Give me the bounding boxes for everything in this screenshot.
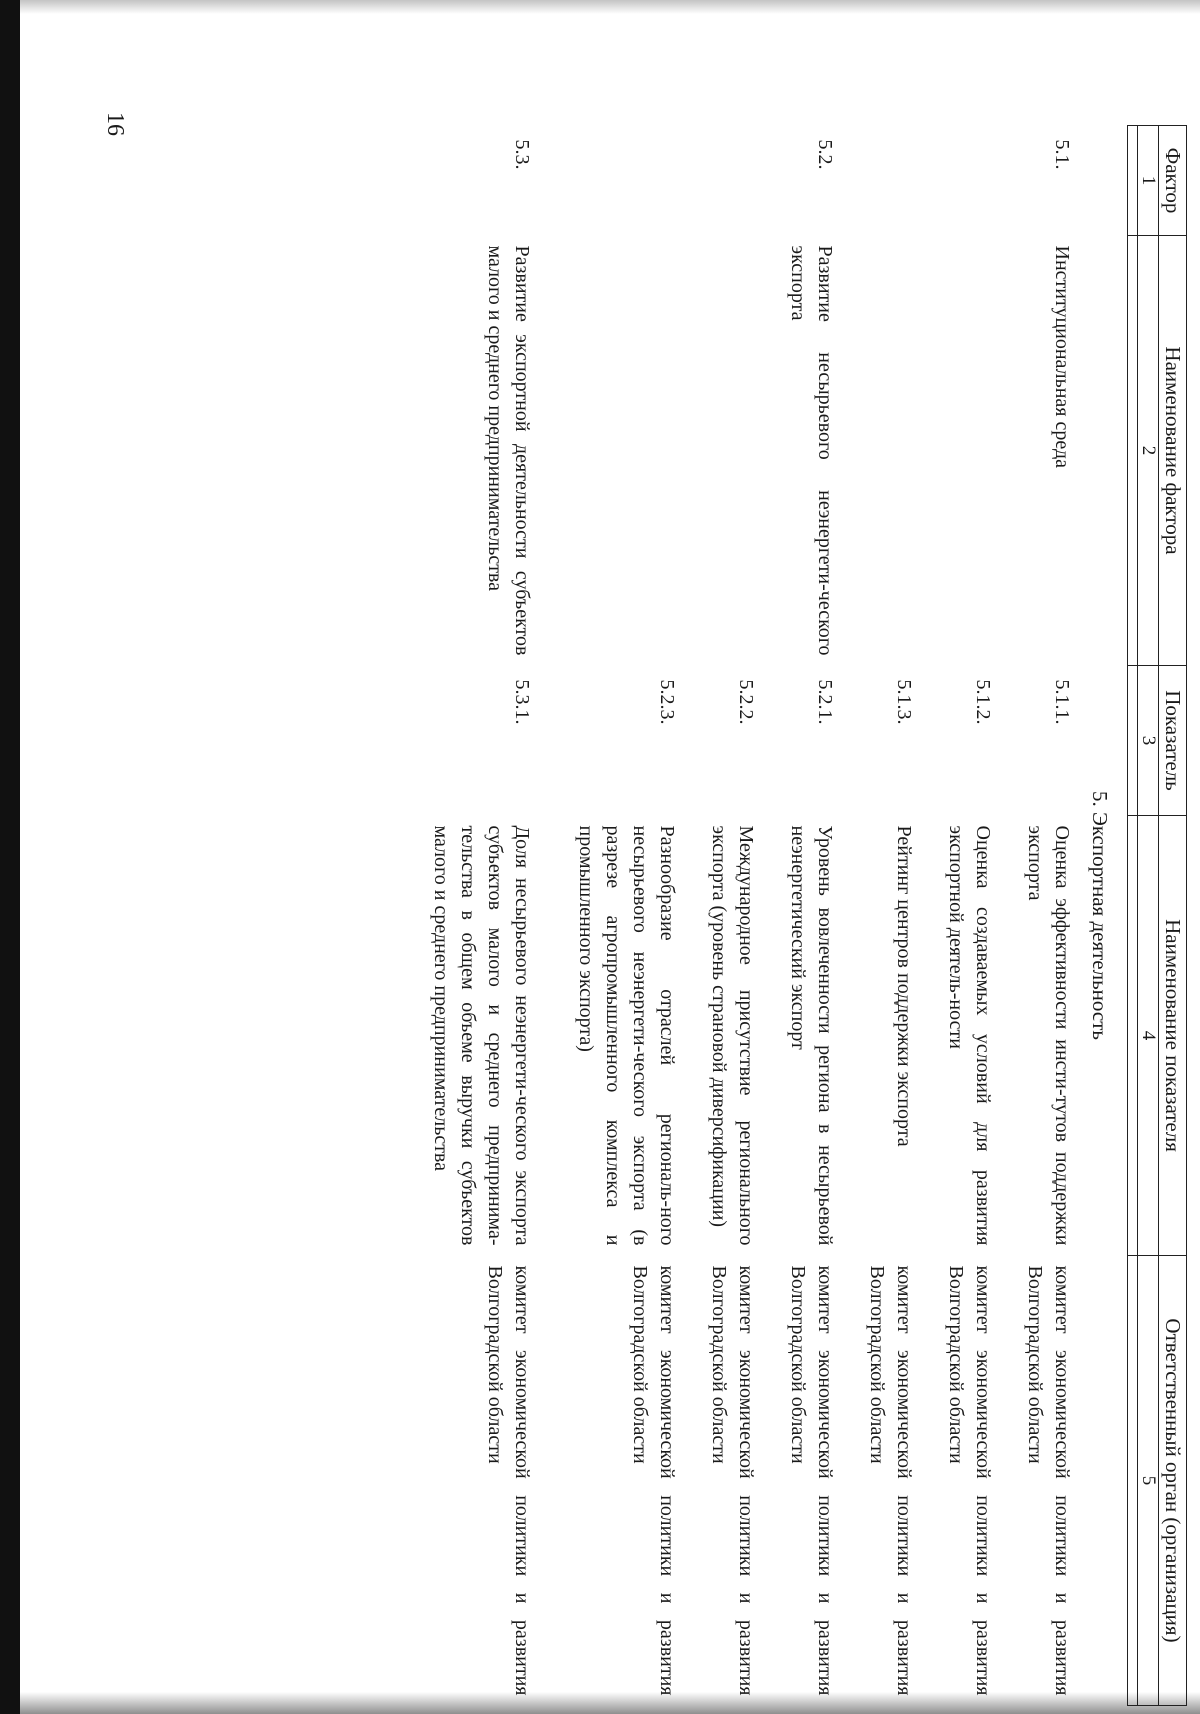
- header-factor-name: Наименование фактора: [1159, 236, 1187, 666]
- responsible-organ: комитет экономической политики и развития Волгоградской области: [484, 1265, 533, 1696]
- indicator-code: 5.1.2.: [972, 679, 994, 725]
- indicators-table: [407, 125, 1187, 1706]
- table-row: [1001, 126, 1080, 1706]
- indicator-name: Оценка создаваемых условий для развития экспортной деятель-ности: [945, 825, 994, 1246]
- indicator-code: 5.2.2.: [735, 679, 757, 725]
- indicator-name: Международное присутствие регионального экспорта (уровень страновой диверсификации): [708, 825, 757, 1246]
- responsible-organ: комитет экономической политики и развития Волгоградской области: [1024, 1265, 1073, 1696]
- header-indicator: Показатель: [1159, 666, 1187, 816]
- indicator-name: Оценка эффективности инсти-тутов поддержки экспорта: [1024, 825, 1073, 1246]
- header-factor: Фактор: [1159, 126, 1187, 236]
- factor-code: 5.3.: [511, 139, 533, 170]
- spacer-cell: [1128, 236, 1138, 666]
- header-row: [1159, 126, 1187, 1706]
- responsible-organ: комитет экономической политики и развития Волгоградской области: [708, 1265, 757, 1696]
- table-row: [764, 126, 843, 1706]
- responsible-organ: комитет экономической политики и развития Волгоградской области: [866, 1265, 915, 1696]
- spacer-cell: [1128, 126, 1138, 236]
- responsible-organ: комитет экономической политики и развития Волгоградской области: [629, 1265, 678, 1696]
- indicator-code: 5.1.3.: [893, 679, 915, 725]
- indicator-code: 5.3.1.: [511, 679, 533, 725]
- column-number: 2: [1138, 236, 1159, 666]
- page-number: 16: [102, 112, 128, 136]
- factor-name: Развитие экспортной деятельности субъектов малого и среднего предпринимательства: [484, 245, 533, 656]
- table-row: [407, 126, 540, 1706]
- rotated-sheet: [187, 125, 1187, 1705]
- header-responsible: Ответственный орган (организация): [1159, 1256, 1187, 1706]
- factor-name: Развитие несырьевого неэнергети-ческого экспорта: [787, 245, 836, 656]
- section-title: 5. Экспортная деятельность: [1088, 790, 1112, 1041]
- column-number: 5: [1138, 1256, 1159, 1706]
- responsible-organ: комитет экономической политики и развития Волгоградской области: [945, 1265, 994, 1696]
- indicator-code: 5.2.1.: [814, 679, 836, 725]
- indicator-code: 5.1.1.: [1051, 679, 1073, 725]
- spacer-row: [1128, 126, 1138, 1706]
- factor-name: Институциональная среда: [1051, 245, 1073, 469]
- factor-code: 5.1.: [1051, 139, 1073, 170]
- indicator-name: Доля несырьевого неэнергети-ческого экспорта субъектов малого и среднего предпринима-тельства в общем объеме выручки субъектов малого и среднего предпринимательства: [430, 825, 533, 1246]
- indicator-name: Уровень вовлеченности региона в несырьевой неэнергетический экспорт: [787, 825, 836, 1246]
- column-number: 1: [1138, 126, 1159, 236]
- indicator-name: Рейтинг центров поддержки экспорта: [893, 825, 915, 1147]
- spacer-cell: [1128, 666, 1138, 816]
- indicator-name: Разнообразие отраслей региональ-ного несырьевого неэнергети-ческого экспорта (в разрезе агропромышленного комплекса и промышленного экспорта): [575, 825, 678, 1246]
- factor-code: 5.2.: [814, 139, 836, 170]
- indicator-code: 5.2.3.: [656, 679, 678, 725]
- column-number: 4: [1138, 816, 1159, 1256]
- column-number: 3: [1138, 666, 1159, 816]
- responsible-organ: комитет экономической политики и развития Волгоградской области: [787, 1265, 836, 1696]
- scan-border-left: [0, 0, 20, 1714]
- header-indicator-name: Наименование показателя: [1159, 816, 1187, 1256]
- section-row: [1080, 126, 1128, 1706]
- spacer-cell: [1128, 816, 1138, 1256]
- spacer-cell: [1128, 1256, 1138, 1706]
- scan-border-top: [20, 0, 1200, 14]
- column-number-row: [1138, 126, 1159, 1706]
